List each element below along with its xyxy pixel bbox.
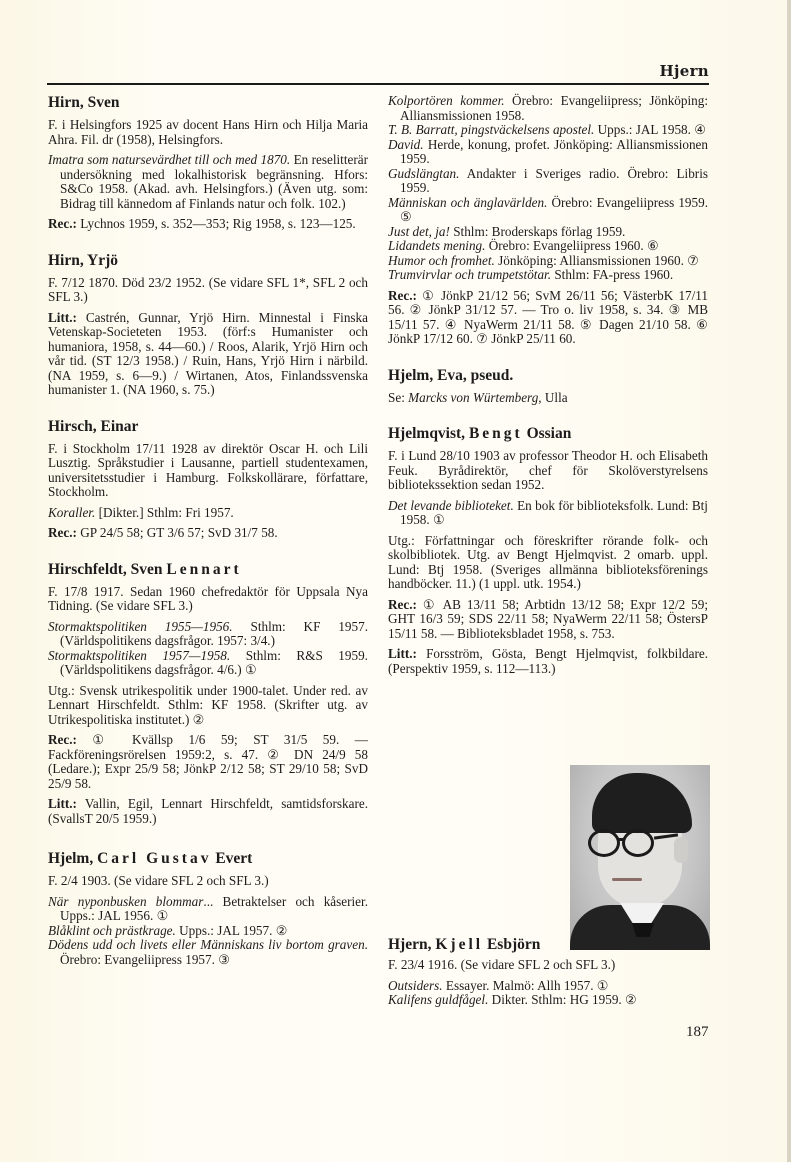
work-details: Örebro: Evangeliipress 1957. ③ [60,951,231,967]
work-title: När nyponbusken blommar [48,893,204,909]
litt-text: Forsström, Gösta, Bengt Hjelmqvist, folkbildare. (Perspektiv 1959, s. 112—113.) [388,646,708,676]
entry-work [48,620,368,649]
photo-glasses-bridge [617,838,625,841]
work-details: Örebro: Evangeliipress 1959. ⑤ [400,194,709,224]
entry-work [48,924,368,939]
photo-ear [674,837,688,863]
photo-mouth [612,878,642,881]
litt-label: Litt.: [48,796,77,811]
entry-literature [48,797,368,826]
name-part: Hjern, [388,936,436,953]
work-details: Dikter. Sthlm: HG 1959. ② [488,992,637,1007]
work-details: [Dikter.] Sthlm: Fri 1957. [95,504,234,520]
work-title: Människan och änglavärlden. [388,194,548,210]
name-given-spaced: Carl Gustav [97,850,212,867]
entry-bio: F. 7/12 1870. Död 23/2 1952. (Se vidare SFL 1*, SFL 2 och SFL 3.) [48,274,368,304]
work-title: Stormaktspolitiken 1955—1956. [48,618,233,634]
work-title: T. B. Barratt, pingstväckelsens apostel. [388,122,595,137]
page-edge [787,0,791,1162]
work-details: Sthlm: KF 1957. (Världspolitikens dagsfrågor. 1957: 3/4.) [60,618,368,648]
work-title: Humor och fromhet. [388,252,495,268]
work-title: Stormaktspolitiken 1957—1958. [48,647,231,663]
entry-work [388,123,708,138]
see-reference: Marcks von Würtemberg, [408,389,542,405]
name-part: Evert [211,850,253,867]
work-details: Herde, konung, profet. Jönköping: Alliansmissionen 1959. [400,136,708,166]
entry-hirn-sven [48,94,368,232]
entry-work [388,254,708,269]
work-details: Örebro: Evangeliipress; Jönköping: Alliansmissionen 1958. [400,93,708,123]
work-details: Upps.: JAL 1958. ④ [594,122,707,137]
name-part: Hjelm, [48,850,98,867]
work-details: En reselitterär undersökning med lokalhistorisk begränsning. Hfors: S&Co 1958. (Akad. avh. Helsingfors.) (Även utg. som: Bidrag till kännedom af Finlands natur och folk. 102.) [60,152,368,211]
entry-hirschfeldt [48,561,368,827]
name-given-spaced: Bengt [468,425,523,442]
page-number: 187 [686,1024,709,1040]
entry-literature [388,647,708,676]
entry-reviews [48,526,368,541]
work-title: David. [388,136,424,152]
entry-work [388,196,708,225]
name-part: Hjelmqvist, [388,425,469,442]
entry-name-hjern-kjell [388,936,540,954]
entry-work [388,499,708,528]
work-details: Sthlm: Broderskaps förlag 1959. [449,223,626,239]
cross-reference [388,391,708,406]
entry-reviews [48,217,368,232]
entry-hjelmqvist [388,425,708,676]
entry-work [388,94,708,123]
work-details: Upps.: JAL 1957. ② [175,922,288,938]
entry-name [48,850,368,868]
name-given-spaced: Kjell [435,936,484,953]
litt-label: Litt.: [388,646,417,661]
entry-hjelm-eva [388,367,708,406]
name-part: Hirschfeldt, Sven [48,560,167,578]
entry-work [388,993,708,1008]
work-details: Sthlm: R&S 1959. (Världspolitikens dagsfrågor. 4/6.) ① [60,647,368,677]
see-label: Se: [388,389,409,405]
entry-name [48,561,368,579]
left-column [48,94,368,987]
work-title: Det levande biblioteket. [388,497,514,513]
entry-hjelm-carl-continued [388,94,708,347]
entry-name: Hirsch, Einar [48,417,139,435]
entry-work [48,895,368,924]
author-portrait-photo [570,765,710,950]
rec-label: Rec.: [48,732,77,747]
name-part: Esbjörn [483,936,541,953]
work-title: Imatra som natursevärdhet till och med 1870. [48,152,291,167]
work-title: Gudslängtan. [388,165,460,181]
entry-name: Hjelm, Eva, pseud. [388,366,514,384]
work-details: Sthlm: FA-press 1960. [551,267,674,282]
entry-bio: F. i Lund 28/10 1903 av professor Theodor H. och Elisabeth Feuk. Byrådirektör, chef för Skolöverstyrelsens bibliotekssektion sedan 1952. [388,448,708,492]
work-title: Blåklint och prästkrage. [48,922,176,938]
work-details: Andakter i Sveriges radio. Örebro: Libris 1959. [400,165,708,195]
photo-glasses-lens [622,829,654,857]
entry-works [388,94,708,283]
entry-name [388,425,708,443]
name-part: Ossian [522,425,572,442]
entry-work [388,979,708,994]
rec-text: ① JönkP 21/12 56; SvM 26/11 56; VästerbK 17/11 56. ② JönkP 31/12 57. — Tro o. liv 1958, s. 34. ③ MB 15/11 57. ④ NyaWerm 21/11 58. ⑤ Dagen 21/10 58. ⑥ JönkP 17/12 60. ⑦ JönkP 25/11 60. [388,287,708,346]
entry-name: Hirn, Sven [48,94,120,111]
entry-reviews [48,733,368,791]
rec-label: Rec.: [48,216,77,231]
work-details: Örebro: Evangeliipress 1960. ⑥ [485,238,659,253]
photo-glasses-lens [588,829,620,857]
entry-edited: Utg.: Svensk utrikespolitik under 1900-talet. Under red. av Lennart Hirschfeldt. Sthlm: KF 1958. (Skrifter utg. av Utrikespolitiska institutet.) ② [48,682,368,727]
entry-hjelm-carl [48,850,368,967]
litt-text: Vallin, Egil, Lennart Hirschfeldt, samtidsforskare. (SvallsT 20/5 1959.) [48,796,368,826]
work-details: Essayer. Malmö: Allh 1957. ① [442,977,609,993]
photo-hair [592,773,692,833]
entry-work [48,506,368,521]
litt-text: Castrén, Gunnar, Yrjö Hirn. Minnestal i Finska Vetenskap-Societeten 1953. (förf:s Humanister och humaniora, 1958, s. 44—60.) / Roos, Alarik, Yrjö Hirn och vår tid. (ST 12/3 1958.) / Ruin, Hans, Yrjö Hirn i närbild. (NA 1959, s. 6—9.) / Wirtanen, Atos, Finlandssvenska humanister 1. (NA 1960, s. 75.) [48,309,368,397]
entry-work [48,649,368,678]
rec-label: Rec.: [388,287,417,303]
rec-text: ① Kvällsp 1/6 59; ST 31/5 59. — Fackföreningsrörelsen 1959:2, s. 47. ② DN 24/9 58 (Ledare.); Expr 25/9 58; JönkP 2/12 58; ST 29/10 58; SvD 25/9 58. [48,732,368,791]
entry-bio: F. i Helsingfors 1925 av docent Hans Hirn och Hilja Maria Ahra. Fil. dr (1958), Helsingfors. [48,117,368,147]
entry-bio: F. 23/4 1916. (Se vidare SFL 2 och SFL 3.) [388,957,616,972]
entry-reviews [388,289,708,347]
rec-label: Rec.: [388,596,417,612]
work-title: Kolportören kommer. [388,93,505,108]
entry-works [48,620,368,678]
entry-work [388,268,708,283]
header-rule [47,83,709,85]
rec-text: ① AB 13/11 58; Arbtidn 13/12 58; Expr 12/2 59; GHT 16/3 59; SDS 22/11 58; NyaWerm 22/11 58; ÖstersP 15/11 58. — Biblioteksbladet 1958, s. 753. [388,596,708,641]
work-title: Lidandets mening. [388,238,486,253]
entry-literature [48,311,368,398]
entry-bio: F. 17/8 1917. Sedan 1960 chefredaktör för Uppsala Nya Tidning. (Se vidare SFL 3.) [48,583,368,613]
work-title: Kalifens guldfågel. [388,992,489,1007]
entry-name: Hirn, Yrjö [48,251,119,269]
entry-work [48,153,368,211]
see-rest: Ulla [541,389,568,405]
entry-reviews [388,598,708,642]
litt-label: Litt.: [48,309,77,325]
entry-hirn-yrjo [48,252,368,398]
entry-bio: F. 2/4 1903. (Se vidare SFL 2 och SFL 3.) [48,873,269,888]
rec-text: Lychnos 1959, s. 352—353; Rig 1958, s. 123—125. [76,216,356,231]
work-title: Koraller. [48,504,96,520]
entry-work [388,167,708,196]
right-column [388,94,708,696]
rec-label: Rec.: [48,525,77,540]
entry-work [388,239,708,254]
entry-hirsch-einar [48,418,368,541]
work-title: Trumvirvlar och trumpetstötar. [388,267,552,282]
work-details: Jönköping: Alliansmissionen 1960. ⑦ [494,252,699,268]
running-head: Hjern [659,62,709,80]
work-title: Just det, ja! [388,223,450,239]
entry-work [388,138,708,167]
entry-work [388,225,708,240]
entry-hjern-kjell [388,958,708,1008]
work-title: Outsiders. [388,977,443,993]
entry-work [48,938,368,967]
rec-text: GP 24/5 58; GT 3/6 57; SvD 31/7 58. [76,525,278,540]
work-details: ... Betraktelser och kåserier. Upps.: JAL 1956. ① [60,893,368,923]
name-given-spaced: Lennart [166,560,242,578]
work-details: En bok för biblioteksfolk. Lund: Btj 1958. ① [400,497,708,527]
entry-bio: F. i Stockholm 17/11 1928 av direktör Oscar H. och Lili Lusztig. Språkstudier i Lausanne, partiell studentexamen, universitetsstudier i Hamburg. Folkskollärare, författare, Stockholm. [48,440,368,499]
entry-edited: Utg.: Författningar och föreskrifter rörande folk- och skolbibliotek. Utg. av Bengt Hjelmqvist. 2 omarb. uppl. Lund: Btj 1958. (Sveriges allmänna biblioteksförenings handböcker. 11.) (1 uppl. utk. 1954.) [388,532,708,591]
work-title: Dödens udd och livets eller Människans liv bortom graven. [48,937,368,952]
